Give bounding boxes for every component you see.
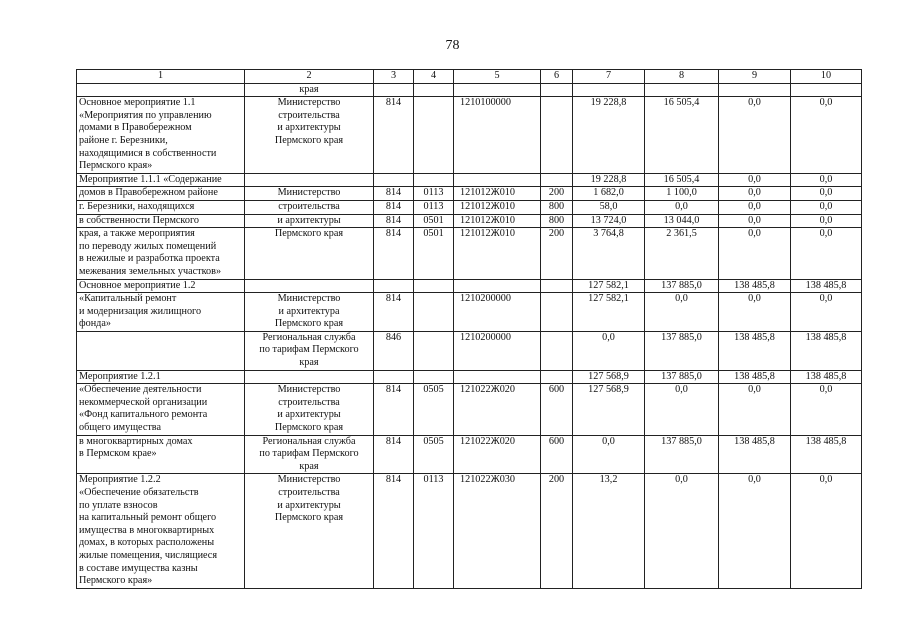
table-row (77, 200, 862, 214)
amount-col10-cell: 0,0 (791, 384, 862, 435)
description-cell (77, 187, 245, 201)
budget-code-cell: 814 (374, 384, 414, 435)
table-row (77, 97, 862, 174)
amount-col8-cell: 2 361,5 (645, 228, 719, 279)
amount-col8-cell: 13 044,0 (645, 214, 719, 228)
executor-line: края (299, 357, 319, 369)
budget-code-cell: 814 (374, 97, 414, 174)
amount-col9-cell: 138 485,8 (719, 370, 791, 384)
page-number: 78 (445, 38, 460, 53)
description-cell (77, 474, 245, 588)
amount-col8-cell: 137 885,0 (645, 370, 719, 384)
amount-col9-cell: 138 485,8 (719, 331, 791, 370)
amount-col8-cell: 0,0 (645, 293, 719, 332)
description-line: некоммерческой организации (79, 396, 208, 408)
description-cell (77, 228, 245, 279)
executor-line: строительства (278, 200, 340, 212)
table-row (77, 384, 862, 435)
executor-line: по тарифам Пермского (259, 344, 359, 356)
section-code-cell: 0505 (414, 384, 454, 435)
amount-col8-cell: 137 885,0 (645, 279, 719, 293)
description-line: по уплате взносов (79, 499, 158, 511)
description-line: в многоквартирных домах (79, 435, 193, 447)
executor-line: Министерство (277, 187, 341, 199)
section-code-cell: 0505 (414, 435, 454, 474)
executor-line: и архитектуры (277, 409, 341, 421)
description-line: имущества в многоквартирных (79, 524, 215, 536)
amount-col7-cell: 0,0 (573, 331, 645, 370)
executor-line: Министерство (277, 384, 341, 396)
amount-col8-cell: 1 100,0 (645, 187, 719, 201)
expense-type-cell: 800 (541, 214, 573, 228)
target-article-cell: 121022Ж020 (454, 435, 541, 474)
description-line: Пермского края» (79, 160, 153, 172)
executor-line: Пермского края (274, 422, 344, 434)
amount-col8-cell: 0,0 (645, 200, 719, 214)
target-article-cell: 1210200000 (454, 293, 541, 332)
executor-line: Пермского края (274, 134, 344, 146)
description-line: по переводу жилых помещений (79, 240, 217, 252)
column-header: 2 (245, 70, 374, 84)
expense-type-cell (541, 331, 573, 370)
executor-cell (245, 331, 374, 370)
description-line: домах, в которых расположены (79, 537, 215, 549)
amount-col10-cell: 0,0 (791, 228, 862, 279)
description-line: «Обеспечение деятельности (79, 384, 202, 396)
amount-col10-cell: 138 485,8 (791, 331, 862, 370)
continuation-row (77, 83, 862, 97)
amount-col9-cell: 0,0 (719, 474, 791, 588)
description-line: в составе имущества казны (79, 562, 198, 574)
section-code-cell (414, 331, 454, 370)
amount-col8-cell: 0,0 (645, 384, 719, 435)
executor-cell (245, 228, 374, 279)
amount-col8-cell: 16 505,4 (645, 173, 719, 187)
executor-line: Пермского края (274, 512, 344, 524)
executor-cell (245, 173, 374, 187)
description-line: межевания земельных участков» (79, 265, 222, 277)
description-cell (77, 331, 245, 370)
target-article-cell: 1210100000 (454, 97, 541, 174)
amount-col9-cell: 0,0 (719, 228, 791, 279)
table-row (77, 173, 862, 187)
amount-col10-cell: 0,0 (791, 97, 862, 174)
description-line: в Пермском крае» (79, 448, 157, 460)
column-header: 4 (414, 70, 454, 84)
table-row (77, 187, 862, 201)
budget-code-cell (374, 173, 414, 187)
table-row (77, 435, 862, 474)
amount-col9-cell: 138 485,8 (719, 435, 791, 474)
description-line: «Капитальный ремонт (79, 293, 177, 305)
description-line: Основное мероприятие 1.2 (79, 279, 196, 291)
executor-cell (245, 200, 374, 214)
budget-code-cell (374, 370, 414, 384)
column-header: 8 (645, 70, 719, 84)
executor-cell: края (245, 83, 374, 97)
executor-line: Пермского края (274, 228, 344, 240)
description-line: Мероприятие 1.2.2 (79, 474, 161, 486)
amount-col8-cell: 16 505,4 (645, 97, 719, 174)
description-line: фонда» (79, 318, 111, 330)
description-line: Мероприятие 1.2.1 (79, 370, 161, 382)
expense-type-cell (541, 279, 573, 293)
executor-cell (245, 384, 374, 435)
target-article-cell: 121022Ж030 (454, 474, 541, 588)
amount-col7-cell: 0,0 (573, 435, 645, 474)
table-row (77, 228, 862, 279)
executor-line: и архитектуры (277, 122, 341, 134)
description-line: «Фонд капитального ремонта (79, 409, 208, 421)
table-row (77, 331, 862, 370)
description-line: домами в Правобережном (79, 122, 192, 134)
amount-col8-cell: 137 885,0 (645, 435, 719, 474)
description-cell (77, 83, 245, 97)
expense-type-cell: 200 (541, 474, 573, 588)
budget-code-cell: 814 (374, 228, 414, 279)
expense-type-cell: 200 (541, 187, 573, 201)
budget-code-cell: 814 (374, 200, 414, 214)
amount-col10-cell: 138 485,8 (791, 435, 862, 474)
expense-type-cell (541, 173, 573, 187)
amount-col10-cell: 0,0 (791, 293, 862, 332)
section-code-cell (414, 293, 454, 332)
executor-line: и архитектуры (277, 499, 341, 511)
section-code-cell: 0113 (414, 200, 454, 214)
executor-cell (245, 214, 374, 228)
target-article-cell (454, 173, 541, 187)
amount-col7-cell: 3 764,8 (573, 228, 645, 279)
table-row (77, 293, 862, 332)
description-line: находящимися в собственности (79, 147, 217, 159)
column-header: 9 (719, 70, 791, 84)
executor-cell (245, 97, 374, 174)
budget-code-cell: 814 (374, 293, 414, 332)
description-cell (77, 200, 245, 214)
amount-col9-cell: 0,0 (719, 97, 791, 174)
target-article-cell: 121022Ж020 (454, 384, 541, 435)
budget-code-cell: 846 (374, 331, 414, 370)
description-cell (77, 370, 245, 384)
target-article-cell: 121012Ж010 (454, 187, 541, 201)
amount-col7-cell: 13,2 (573, 474, 645, 588)
amount-col7-cell: 127 582,1 (573, 279, 645, 293)
section-code-cell (414, 173, 454, 187)
description-cell (77, 293, 245, 332)
executor-cell (245, 370, 374, 384)
amount-col7-cell: 19 228,8 (573, 97, 645, 174)
description-cell (77, 97, 245, 174)
budget-code-cell: 814 (374, 435, 414, 474)
section-code-cell: 0501 (414, 214, 454, 228)
amount-col7-cell: 13 724,0 (573, 214, 645, 228)
amount-col10-cell: 0,0 (791, 173, 862, 187)
section-code-cell: 0113 (414, 474, 454, 588)
description-cell (77, 214, 245, 228)
expense-type-cell: 200 (541, 228, 573, 279)
amount-col9-cell: 138 485,8 (719, 279, 791, 293)
section-code-cell (414, 97, 454, 174)
description-line: Пермского края» (79, 575, 153, 587)
expense-type-cell: 800 (541, 200, 573, 214)
executor-cell (245, 187, 374, 201)
amount-col7-cell: 127 568,9 (573, 370, 645, 384)
description-cell (77, 173, 245, 187)
executor-line: и архитектура (278, 305, 340, 317)
executor-line: Региональная служба (262, 331, 356, 343)
description-line: Основное мероприятие 1.1 (79, 97, 196, 109)
amount-col10-cell: 138 485,8 (791, 279, 862, 293)
table-row (77, 214, 862, 228)
description-line: в собственности Пермского (79, 214, 199, 226)
executor-cell (245, 474, 374, 588)
description-cell (77, 279, 245, 293)
column-header: 1 (77, 70, 245, 84)
amount-col7-cell: 1 682,0 (573, 187, 645, 201)
description-line: «Мероприятия по управлению (79, 109, 212, 121)
amount-col10-cell: 138 485,8 (791, 370, 862, 384)
executor-line: Министерство (277, 97, 341, 109)
table-row (77, 279, 862, 293)
amount-col9-cell: 0,0 (719, 187, 791, 201)
executor-line: Министерство (277, 293, 341, 305)
section-code-cell (414, 279, 454, 293)
description-line: г. Березники, находящихся (79, 200, 195, 212)
target-article-cell (454, 370, 541, 384)
description-cell (77, 435, 245, 474)
amount-col9-cell: 0,0 (719, 384, 791, 435)
amount-col10-cell: 0,0 (791, 474, 862, 588)
expense-type-cell (541, 97, 573, 174)
executor-line: края (299, 460, 319, 472)
description-line: и модернизация жилищного (79, 305, 202, 317)
amount-col7-cell: 127 582,1 (573, 293, 645, 332)
executor-cell (245, 293, 374, 332)
section-code-cell (414, 370, 454, 384)
executor-line: Пермского края (274, 318, 344, 330)
amount-col10-cell: 0,0 (791, 214, 862, 228)
expense-type-cell (541, 293, 573, 332)
amount-col9-cell: 0,0 (719, 200, 791, 214)
executor-line: Министерство (277, 474, 341, 486)
budget-code-cell: 814 (374, 474, 414, 588)
executor-line: Региональная служба (262, 435, 356, 447)
column-header: 5 (454, 70, 541, 84)
target-article-cell: 121012Ж010 (454, 228, 541, 279)
description-line: края, а также мероприятия (79, 228, 195, 240)
description-line: на капитальный ремонт общего (79, 512, 217, 524)
description-line: общего имущества (79, 422, 161, 434)
section-code-cell: 0113 (414, 187, 454, 201)
amount-col8-cell: 0,0 (645, 474, 719, 588)
executor-cell (245, 435, 374, 474)
budget-code-cell (374, 279, 414, 293)
executor-line: строительства (278, 396, 340, 408)
description-line: жилые помещения, числящиеся (79, 549, 218, 561)
executor-line: строительства (278, 109, 340, 121)
description-line: домов в Правобережном районе (79, 187, 218, 199)
table-row (77, 474, 862, 588)
amount-col9-cell: 0,0 (719, 293, 791, 332)
column-header: 3 (374, 70, 414, 84)
executor-line: строительства (278, 487, 340, 498)
budget-table (76, 69, 862, 589)
description-line: Мероприятие 1.1.1 «Содержание (79, 173, 222, 185)
table-row (77, 370, 862, 384)
executor-line: и архитектуры (277, 214, 341, 226)
description-line: в нежилые и разработка проекта (79, 253, 220, 265)
amount-col8-cell: 137 885,0 (645, 331, 719, 370)
target-article-cell (454, 279, 541, 293)
amount-col7-cell: 58,0 (573, 200, 645, 214)
target-article-cell: 121012Ж010 (454, 200, 541, 214)
description-cell (77, 384, 245, 435)
expense-type-cell: 600 (541, 384, 573, 435)
section-code-cell: 0501 (414, 228, 454, 279)
amount-col7-cell: 19 228,8 (573, 173, 645, 187)
amount-col7-cell: 127 568,9 (573, 384, 645, 435)
target-article-cell: 1210200000 (454, 331, 541, 370)
executor-cell (245, 279, 374, 293)
column-header: 6 (541, 70, 573, 84)
amount-col9-cell: 0,0 (719, 214, 791, 228)
table-body (77, 70, 862, 589)
expense-type-cell: 600 (541, 435, 573, 474)
amount-col10-cell: 0,0 (791, 187, 862, 201)
description-line: районе г. Березники, (79, 134, 168, 146)
expense-type-cell (541, 370, 573, 384)
column-header: 7 (573, 70, 645, 84)
budget-code-cell: 814 (374, 214, 414, 228)
column-header-row (77, 70, 862, 84)
target-article-cell: 121012Ж010 (454, 214, 541, 228)
amount-col9-cell: 0,0 (719, 173, 791, 187)
column-header: 10 (791, 70, 862, 84)
budget-code-cell: 814 (374, 187, 414, 201)
description-line: «Обеспечение обязательств (79, 487, 199, 498)
executor-line: по тарифам Пермского (259, 448, 359, 460)
amount-col10-cell: 0,0 (791, 200, 862, 214)
